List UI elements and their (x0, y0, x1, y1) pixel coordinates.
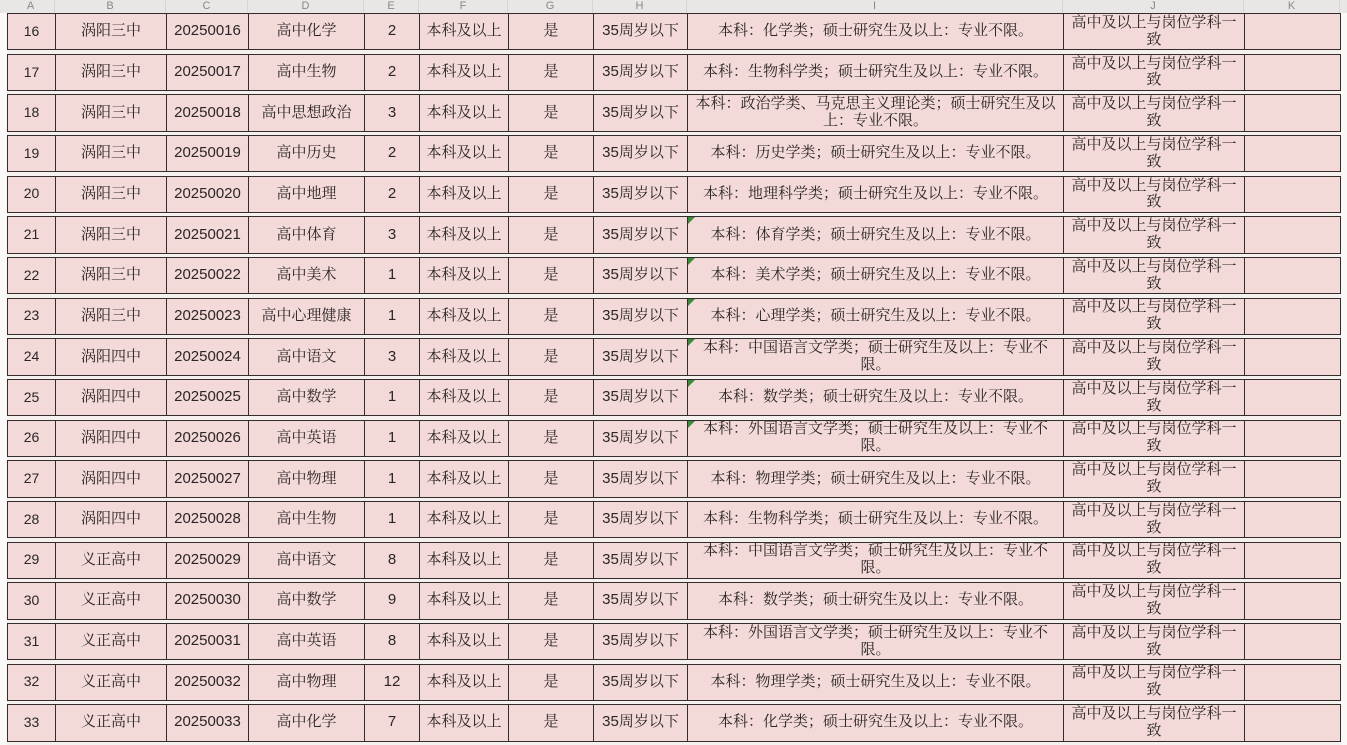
cell-cert_req[interactable]: 高中及以上与岗位学科一致 (1064, 380, 1245, 415)
cell-subject[interactable]: 高中数学 (249, 583, 365, 618)
cell-cert_req[interactable]: 高中及以上与岗位学科一致 (1064, 299, 1245, 334)
cell-education[interactable]: 本科及以上 (420, 55, 509, 90)
cell-a[interactable]: 29 (8, 543, 56, 578)
cell-education[interactable]: 本科及以上 (420, 624, 509, 659)
cell-a[interactable]: 28 (8, 502, 56, 537)
cell-major_req[interactable]: 本科：生物科学类；硕士研究生及以上：专业不限。 (688, 55, 1064, 90)
column-header-C[interactable]: C (166, 0, 248, 13)
cell-k[interactable] (1245, 461, 1341, 496)
cell-age[interactable]: 35周岁以下 (594, 299, 688, 334)
cell-staffed[interactable]: 是 (509, 380, 594, 415)
cell-age[interactable]: 35周岁以下 (594, 217, 688, 252)
cell-school[interactable]: 涡阳三中 (56, 95, 167, 130)
cell-count[interactable]: 2 (365, 177, 420, 212)
cell-subject[interactable]: 高中化学 (249, 705, 365, 740)
table-row (7, 298, 1341, 339)
cell-code[interactable]: 20250025 (167, 380, 249, 415)
cell-education[interactable]: 本科及以上 (420, 299, 509, 334)
cell-school[interactable]: 涡阳四中 (56, 339, 167, 374)
cell-staffed[interactable]: 是 (509, 665, 594, 700)
cell-staffed[interactable]: 是 (509, 624, 594, 659)
cell-school[interactable]: 涡阳四中 (56, 461, 167, 496)
cell-age[interactable]: 35周岁以下 (594, 136, 688, 171)
column-header-J[interactable]: J (1063, 0, 1244, 13)
cell-school[interactable]: 涡阳三中 (56, 14, 167, 49)
column-header-K[interactable]: K (1244, 0, 1340, 13)
table-row-cells (7, 664, 1341, 701)
cell-education[interactable]: 本科及以上 (420, 705, 509, 740)
cell-major_req[interactable]: 本科：历史学类；硕士研究生及以上：专业不限。 (688, 136, 1064, 171)
cell-k[interactable] (1245, 421, 1341, 456)
cell-major_req[interactable]: 本科：地理科学类；硕士研究生及以上：专业不限。 (688, 177, 1064, 212)
cell-count[interactable]: 8 (365, 624, 420, 659)
cell-k[interactable] (1245, 705, 1341, 740)
cell-code[interactable]: 20250033 (167, 705, 249, 740)
cell-code[interactable]: 20250019 (167, 136, 249, 171)
cell-subject[interactable]: 高中历史 (249, 136, 365, 171)
cell-cert_req[interactable]: 高中及以上与岗位学科一致 (1064, 421, 1245, 456)
cell-k[interactable] (1245, 665, 1341, 700)
cell-subject[interactable]: 高中心理健康 (249, 299, 365, 334)
cell-subject[interactable]: 高中物理 (249, 461, 365, 496)
cell-education[interactable]: 本科及以上 (420, 339, 509, 374)
cell-major_req[interactable]: 本科：物理学类；硕士研究生及以上：专业不限。 (688, 665, 1064, 700)
cell-education[interactable]: 本科及以上 (420, 502, 509, 537)
cell-school[interactable]: 涡阳四中 (56, 421, 167, 456)
cell-age[interactable]: 35周岁以下 (594, 55, 688, 90)
cell-education[interactable]: 本科及以上 (420, 217, 509, 252)
table-row-cells (7, 135, 1341, 172)
cell-subject[interactable]: 高中生物 (249, 502, 365, 537)
cell-k[interactable] (1245, 95, 1341, 130)
cell-a[interactable]: 18 (8, 95, 56, 130)
cell-subject[interactable]: 高中生物 (249, 55, 365, 90)
cell-code[interactable]: 20250028 (167, 502, 249, 537)
table-row-cells (7, 216, 1341, 253)
cell-school[interactable]: 义正高中 (56, 705, 167, 740)
cell-education[interactable]: 本科及以上 (420, 543, 509, 578)
cell-staffed[interactable]: 是 (509, 705, 594, 740)
cell-education[interactable]: 本科及以上 (420, 14, 509, 49)
cell-age[interactable]: 35周岁以下 (594, 543, 688, 578)
column-header-G[interactable]: G (508, 0, 593, 13)
error-indicator-icon (688, 299, 695, 306)
cell-subject[interactable]: 高中化学 (249, 14, 365, 49)
cell-age[interactable]: 35周岁以下 (594, 461, 688, 496)
cell-code[interactable]: 20250018 (167, 95, 249, 130)
cell-school[interactable]: 涡阳三中 (56, 136, 167, 171)
cell-major_req[interactable]: 本科：外国语言文学类；硕士研究生及以上：专业不限。 (688, 624, 1064, 659)
cell-k[interactable] (1245, 177, 1341, 212)
cell-code[interactable]: 20250022 (167, 258, 249, 293)
cell-education[interactable]: 本科及以上 (420, 380, 509, 415)
cell-age[interactable]: 35周岁以下 (594, 258, 688, 293)
cell-major_req[interactable]: 本科：心理学类；硕士研究生及以上：专业不限。 (688, 299, 1064, 334)
cell-a[interactable]: 22 (8, 258, 56, 293)
cell-subject[interactable]: 高中英语 (249, 624, 365, 659)
cell-school[interactable]: 涡阳三中 (56, 55, 167, 90)
error-indicator-icon (688, 380, 695, 387)
cell-major_req[interactable]: 本科：数学类；硕士研究生及以上：专业不限。 (688, 583, 1064, 618)
row-gutter (0, 0, 7, 13)
cell-education[interactable]: 本科及以上 (420, 177, 509, 212)
cell-cert_req[interactable]: 高中及以上与岗位学科一致 (1064, 14, 1245, 49)
cell-education[interactable]: 本科及以上 (420, 461, 509, 496)
cell-cert_req[interactable]: 高中及以上与岗位学科一致 (1064, 502, 1245, 537)
table-row-cells (7, 704, 1341, 741)
cell-count[interactable]: 1 (365, 258, 420, 293)
cell-cert_req[interactable]: 高中及以上与岗位学科一致 (1064, 583, 1245, 618)
table-row-cells (7, 176, 1341, 213)
cell-staffed[interactable]: 是 (509, 14, 594, 49)
table-row (7, 54, 1341, 95)
cell-code[interactable]: 20250017 (167, 55, 249, 90)
table-row-cells (7, 379, 1341, 416)
table-row (7, 501, 1341, 542)
cell-count[interactable]: 1 (365, 502, 420, 537)
cell-k[interactable] (1245, 380, 1341, 415)
cell-school[interactable]: 涡阳四中 (56, 502, 167, 537)
cell-education[interactable]: 本科及以上 (420, 665, 509, 700)
cell-subject[interactable]: 高中数学 (249, 380, 365, 415)
cell-a[interactable]: 21 (8, 217, 56, 252)
cell-subject[interactable]: 高中语文 (249, 339, 365, 374)
cell-staffed[interactable]: 是 (509, 502, 594, 537)
error-indicator-icon (688, 421, 695, 428)
cell-a[interactable]: 30 (8, 583, 56, 618)
cell-code[interactable]: 20250031 (167, 624, 249, 659)
table-row (7, 664, 1341, 705)
cell-staffed[interactable]: 是 (509, 583, 594, 618)
cell-age[interactable]: 35周岁以下 (594, 421, 688, 456)
table-row (7, 216, 1341, 257)
cell-code[interactable]: 20250032 (167, 665, 249, 700)
column-header-row (0, 0, 1347, 13)
cell-age[interactable]: 35周岁以下 (594, 14, 688, 49)
cell-major_req[interactable]: 本科：中国语言文学类；硕士研究生及以上：专业不限。 (688, 543, 1064, 578)
cell-staffed[interactable]: 是 (509, 421, 594, 456)
cell-major_req[interactable]: 本科：化学类；硕士研究生及以上：专业不限。 (688, 14, 1064, 49)
cell-a[interactable]: 20 (8, 177, 56, 212)
table-row-cells (7, 582, 1341, 619)
cell-code[interactable]: 20250023 (167, 299, 249, 334)
cell-a[interactable]: 33 (8, 705, 56, 740)
cell-cert_req[interactable]: 高中及以上与岗位学科一致 (1064, 217, 1245, 252)
cell-staffed[interactable]: 是 (509, 258, 594, 293)
cell-count[interactable]: 12 (365, 665, 420, 700)
cell-cert_req[interactable]: 高中及以上与岗位学科一致 (1064, 665, 1245, 700)
cell-code[interactable]: 20250027 (167, 461, 249, 496)
cell-count[interactable]: 2 (365, 136, 420, 171)
cell-count[interactable]: 3 (365, 95, 420, 130)
cell-education[interactable]: 本科及以上 (420, 258, 509, 293)
cell-age[interactable]: 35周岁以下 (594, 583, 688, 618)
cell-major_req[interactable]: 本科：生物科学类；硕士研究生及以上：专业不限。 (688, 502, 1064, 537)
table-row (7, 704, 1341, 745)
cell-count[interactable]: 1 (365, 380, 420, 415)
table-row (7, 135, 1341, 176)
cell-school[interactable]: 涡阳三中 (56, 258, 167, 293)
cell-subject[interactable]: 高中语文 (249, 543, 365, 578)
cell-count[interactable]: 2 (365, 14, 420, 49)
cell-age[interactable]: 35周岁以下 (594, 95, 688, 130)
column-header-F[interactable]: F (419, 0, 508, 13)
cell-cert_req[interactable]: 高中及以上与岗位学科一致 (1064, 177, 1245, 212)
table-row (7, 542, 1341, 583)
cell-age[interactable]: 35周岁以下 (594, 177, 688, 212)
cell-major_req[interactable]: 本科：体育学类；硕士研究生及以上：专业不限。 (688, 217, 1064, 252)
cell-subject[interactable]: 高中物理 (249, 665, 365, 700)
cell-a[interactable]: 26 (8, 421, 56, 456)
cell-major_req[interactable]: 本科：中国语言文学类；硕士研究生及以上：专业不限。 (688, 339, 1064, 374)
table-row (7, 257, 1341, 298)
cell-k[interactable] (1245, 55, 1341, 90)
cell-subject[interactable]: 高中英语 (249, 421, 365, 456)
error-indicator-icon (688, 258, 695, 265)
cell-subject[interactable]: 高中思想政治 (249, 95, 365, 130)
cell-school[interactable]: 义正高中 (56, 624, 167, 659)
cell-subject[interactable]: 高中地理 (249, 177, 365, 212)
table-row-cells (7, 54, 1341, 91)
cell-a[interactable]: 31 (8, 624, 56, 659)
cell-a[interactable]: 19 (8, 136, 56, 171)
cell-education[interactable]: 本科及以上 (420, 95, 509, 130)
cell-school[interactable]: 义正高中 (56, 543, 167, 578)
cell-cert_req[interactable]: 高中及以上与岗位学科一致 (1064, 705, 1245, 740)
cell-code[interactable]: 20250030 (167, 583, 249, 618)
column-header-A[interactable]: A (7, 0, 55, 13)
table-row (7, 94, 1341, 135)
cell-k[interactable] (1245, 299, 1341, 334)
cell-a[interactable]: 16 (8, 14, 56, 49)
error-indicator-icon (688, 217, 695, 224)
cell-a[interactable]: 17 (8, 55, 56, 90)
table-row (7, 379, 1341, 420)
cell-cert_req[interactable]: 高中及以上与岗位学科一致 (1064, 543, 1245, 578)
column-header-D[interactable]: D (248, 0, 364, 13)
cell-age[interactable]: 35周岁以下 (594, 339, 688, 374)
cell-k[interactable] (1245, 339, 1341, 374)
cell-count[interactable]: 3 (365, 339, 420, 374)
cell-major_req[interactable]: 本科：物理学类；硕士研究生及以上：专业不限。 (688, 461, 1064, 496)
table-row (7, 13, 1341, 54)
cell-cert_req[interactable]: 高中及以上与岗位学科一致 (1064, 339, 1245, 374)
cell-cert_req[interactable]: 高中及以上与岗位学科一致 (1064, 258, 1245, 293)
cell-count[interactable]: 8 (365, 543, 420, 578)
cell-school[interactable]: 义正高中 (56, 583, 167, 618)
cell-code[interactable]: 20250021 (167, 217, 249, 252)
cell-age[interactable]: 35周岁以下 (594, 624, 688, 659)
cell-staffed[interactable]: 是 (509, 543, 594, 578)
table-row (7, 460, 1341, 501)
error-indicator-icon (688, 339, 695, 346)
cell-cert_req[interactable]: 高中及以上与岗位学科一致 (1064, 624, 1245, 659)
cell-major_req[interactable]: 本科：数学类；硕士研究生及以上：专业不限。 (688, 380, 1064, 415)
cell-staffed[interactable]: 是 (509, 55, 594, 90)
cell-age[interactable]: 35周岁以下 (594, 705, 688, 740)
cell-code[interactable]: 20250029 (167, 543, 249, 578)
table-row (7, 338, 1341, 379)
cell-staffed[interactable]: 是 (509, 339, 594, 374)
cell-school[interactable]: 涡阳四中 (56, 380, 167, 415)
cell-education[interactable]: 本科及以上 (420, 421, 509, 456)
cell-major_req[interactable]: 本科：化学类；硕士研究生及以上：专业不限。 (688, 705, 1064, 740)
cell-staffed[interactable]: 是 (509, 461, 594, 496)
cell-major_req[interactable]: 本科：外国语言文学类；硕士研究生及以上：专业不限。 (688, 421, 1064, 456)
cell-a[interactable]: 23 (8, 299, 56, 334)
cell-age[interactable]: 35周岁以下 (594, 380, 688, 415)
cell-count[interactable]: 1 (365, 461, 420, 496)
table-row-cells (7, 94, 1341, 131)
cell-staffed[interactable]: 是 (509, 177, 594, 212)
cell-count[interactable]: 9 (365, 583, 420, 618)
cell-subject[interactable]: 高中美术 (249, 258, 365, 293)
cell-k[interactable] (1245, 14, 1341, 49)
cell-code[interactable]: 20250016 (167, 14, 249, 49)
cell-school[interactable]: 涡阳三中 (56, 217, 167, 252)
table-row-cells (7, 542, 1341, 579)
cell-k[interactable] (1245, 543, 1341, 578)
column-header-B[interactable]: B (55, 0, 166, 13)
cell-count[interactable]: 3 (365, 217, 420, 252)
cell-cert_req[interactable]: 高中及以上与岗位学科一致 (1064, 95, 1245, 130)
cell-education[interactable]: 本科及以上 (420, 136, 509, 171)
table-row-cells (7, 298, 1341, 335)
cell-code[interactable]: 20250026 (167, 421, 249, 456)
table-row (7, 420, 1341, 461)
table-row-cells (7, 460, 1341, 497)
cell-count[interactable]: 1 (365, 421, 420, 456)
cell-k[interactable] (1245, 258, 1341, 293)
cell-k[interactable] (1245, 624, 1341, 659)
table-row-cells (7, 13, 1341, 50)
table-row-cells (7, 338, 1341, 375)
table-row (7, 623, 1341, 664)
cell-cert_req[interactable]: 高中及以上与岗位学科一致 (1064, 136, 1245, 171)
cell-a[interactable]: 27 (8, 461, 56, 496)
column-header-I[interactable]: I (687, 0, 1063, 13)
cell-major_req[interactable]: 本科：美术学类；硕士研究生及以上：专业不限。 (688, 258, 1064, 293)
column-header-E[interactable]: E (364, 0, 419, 13)
table-row-cells (7, 501, 1341, 538)
column-header-H[interactable]: H (593, 0, 687, 13)
cell-cert_req[interactable]: 高中及以上与岗位学科一致 (1064, 461, 1245, 496)
cell-education[interactable]: 本科及以上 (420, 583, 509, 618)
cell-k[interactable] (1245, 217, 1341, 252)
cell-code[interactable]: 20250024 (167, 339, 249, 374)
cell-major_req[interactable]: 本科：政治学类、马克思主义理论类；硕士研究生及以上：专业不限。 (688, 95, 1064, 130)
cell-a[interactable]: 32 (8, 665, 56, 700)
cell-staffed[interactable]: 是 (509, 136, 594, 171)
table-body (0, 13, 1347, 745)
table-row (7, 176, 1341, 217)
cell-school[interactable]: 义正高中 (56, 665, 167, 700)
table-row (7, 582, 1341, 623)
cell-count[interactable]: 7 (365, 705, 420, 740)
cell-age[interactable]: 35周岁以下 (594, 665, 688, 700)
cell-school[interactable]: 涡阳三中 (56, 177, 167, 212)
cell-staffed[interactable]: 是 (509, 95, 594, 130)
cell-code[interactable]: 20250020 (167, 177, 249, 212)
cell-k[interactable] (1245, 136, 1341, 171)
cell-k[interactable] (1245, 583, 1341, 618)
cell-count[interactable]: 2 (365, 55, 420, 90)
cell-staffed[interactable]: 是 (509, 299, 594, 334)
cell-cert_req[interactable]: 高中及以上与岗位学科一致 (1064, 55, 1245, 90)
cell-a[interactable]: 25 (8, 380, 56, 415)
cell-school[interactable]: 涡阳三中 (56, 299, 167, 334)
table-row-cells (7, 257, 1341, 294)
cell-age[interactable]: 35周岁以下 (594, 502, 688, 537)
cell-staffed[interactable]: 是 (509, 217, 594, 252)
table-row-cells (7, 420, 1341, 457)
table-row-cells (7, 623, 1341, 660)
cell-a[interactable]: 24 (8, 339, 56, 374)
cell-count[interactable]: 1 (365, 299, 420, 334)
cell-k[interactable] (1245, 502, 1341, 537)
cell-subject[interactable]: 高中体育 (249, 217, 365, 252)
